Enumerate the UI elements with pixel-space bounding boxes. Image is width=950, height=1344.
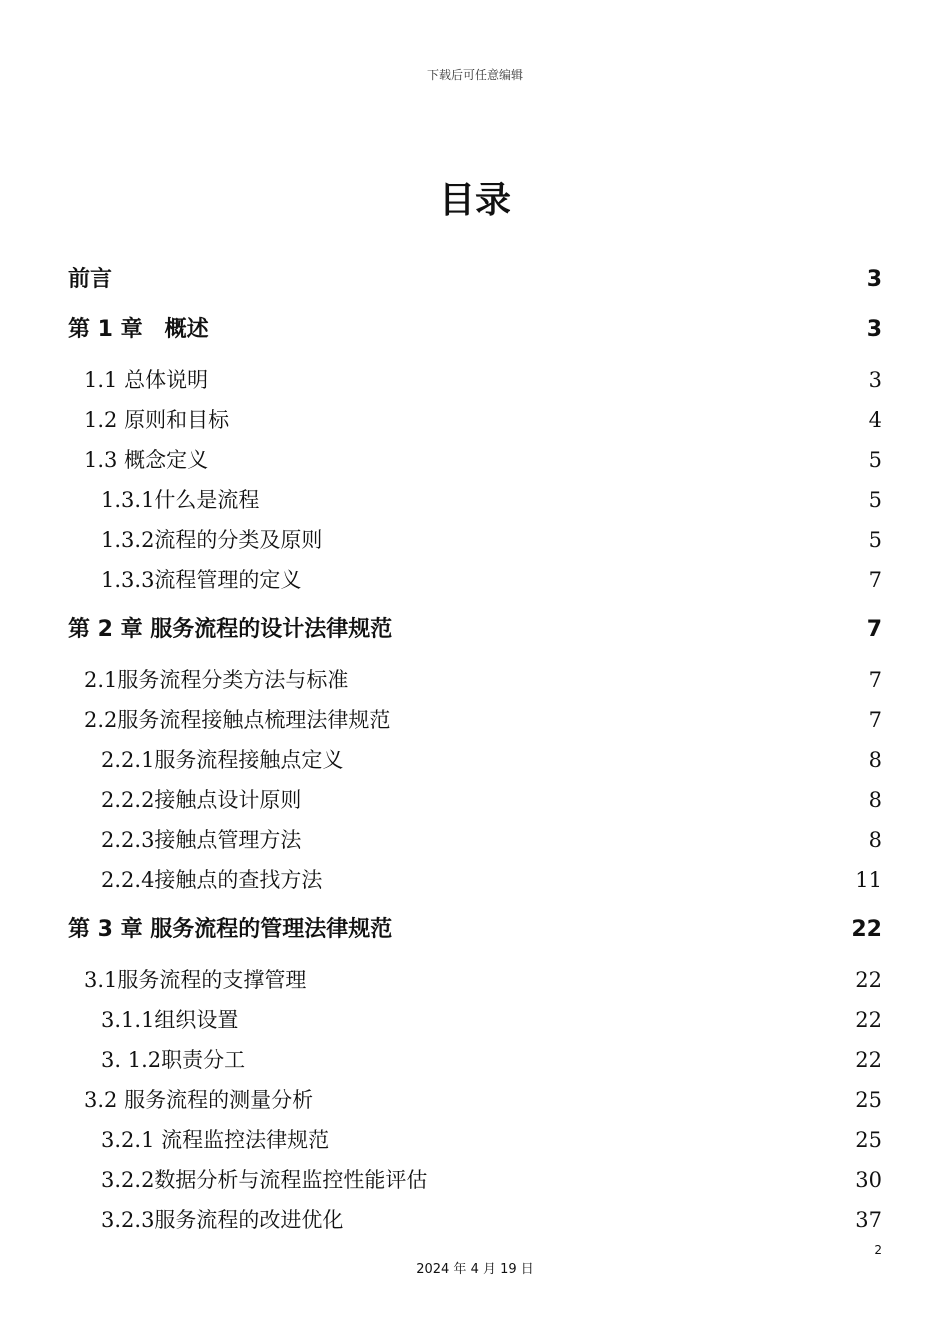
toc-entry-page: 8 [868,748,882,772]
header-note: 下载后可任意编辑 [426,68,523,82]
toc-entry-title: 1.3 概念定义 [84,448,209,472]
toc-entry[interactable] [0,565,950,595]
toc-entry[interactable] [0,315,950,345]
toc-entry[interactable] [0,365,950,395]
toc-entry[interactable] [0,1045,950,1075]
toc-entry-page: 22 [855,968,882,992]
toc-entry-page: 11 [855,868,882,892]
toc-entry[interactable] [0,785,950,815]
toc-entry[interactable] [0,1125,950,1155]
toc-entry-page: 22 [855,1008,882,1032]
toc-entry[interactable] [0,525,950,555]
toc-entry[interactable] [0,1205,950,1235]
toc-entry-page: 8 [868,788,882,812]
toc-entry-title: 1.3.3流程管理的定义 [101,568,302,592]
toc-entry-title: 2.2.2接触点设计原则 [101,788,302,812]
toc-entry-title: 3.2 服务流程的测量分析 [84,1088,314,1112]
toc-entry-title: 3.1服务流程的支撑管理 [84,968,307,992]
toc-entry-page: 7 [868,668,882,692]
toc-entry-title: 1.2 原则和目标 [84,408,230,432]
toc-entry-page: 7 [866,617,882,642]
footer-date: 2024 年 4 月 19 日 [416,1262,534,1277]
toc-entry-title: 3.2.2数据分析与流程监控性能评估 [101,1168,428,1192]
toc-entry-page: 22 [851,917,882,942]
toc-entry-page: 3 [868,368,882,392]
toc-entry-title: 前言 [68,267,113,292]
toc-entry-page: 3 [866,317,882,342]
toc-entry-title: 1.3.1什么是流程 [101,488,260,512]
toc-entry[interactable] [0,865,950,895]
toc-entry[interactable] [0,615,950,645]
toc-entry[interactable] [0,665,950,695]
toc-entry-page: 37 [855,1208,882,1232]
toc-entry[interactable] [0,965,950,995]
toc-entry-page: 7 [868,568,882,592]
toc-entry-title: 2.1服务流程分类方法与标准 [84,668,349,692]
toc-entry-page: 8 [868,828,882,852]
toc-entry[interactable] [0,1165,950,1195]
toc-entry-page: 30 [855,1168,882,1192]
toc-entry-page: 5 [868,488,882,512]
toc-entry-title: 1.1 总体说明 [84,368,209,392]
toc-entry[interactable] [0,445,950,475]
toc-entry-page: 25 [855,1128,882,1152]
page-title: 目录 [438,180,511,221]
toc-entry-page: 4 [868,408,882,432]
toc-entry-page: 5 [868,448,882,472]
toc-entry-title: 3. 1.2职责分工 [101,1048,246,1072]
toc-entry-page: 3 [866,267,882,292]
toc-entry[interactable] [0,485,950,515]
toc-entry-title: 2.2服务流程接触点梳理法律规范 [84,708,391,732]
toc-entry-page: 25 [855,1088,882,1112]
toc-entry[interactable] [0,745,950,775]
toc-entry-page: 5 [868,528,882,552]
toc-entry[interactable] [0,825,950,855]
toc-entry-title: 3.2.1 流程监控法律规范 [101,1128,330,1152]
toc-entry-page: 7 [868,708,882,732]
toc-entry-page: 22 [855,1048,882,1072]
toc-entry[interactable] [0,915,950,945]
toc-entry-title: 2.2.1服务流程接触点定义 [101,748,344,772]
toc-entry-title: 第 3 章 服务流程的管理法律规范 [68,917,393,942]
toc-entry-title: 第 1 章 概述 [68,317,209,342]
toc-entry[interactable] [0,705,950,735]
toc-entry[interactable] [0,405,950,435]
toc-entry-title: 3.1.1组织设置 [101,1008,239,1032]
toc-entry-title: 2.2.4接触点的查找方法 [101,868,323,892]
toc-entry-title: 第 2 章 服务流程的设计法律规范 [68,617,393,642]
toc-entry-title: 2.2.3接触点管理方法 [101,828,302,852]
toc-entry[interactable] [0,1005,950,1035]
toc-entry-title: 3.2.3服务流程的改进优化 [101,1208,344,1232]
page-number: 2 [874,1243,882,1257]
toc-entry[interactable] [0,265,950,295]
toc-entry-title: 1.3.2流程的分类及原则 [101,528,323,552]
toc-entry[interactable] [0,1085,950,1115]
